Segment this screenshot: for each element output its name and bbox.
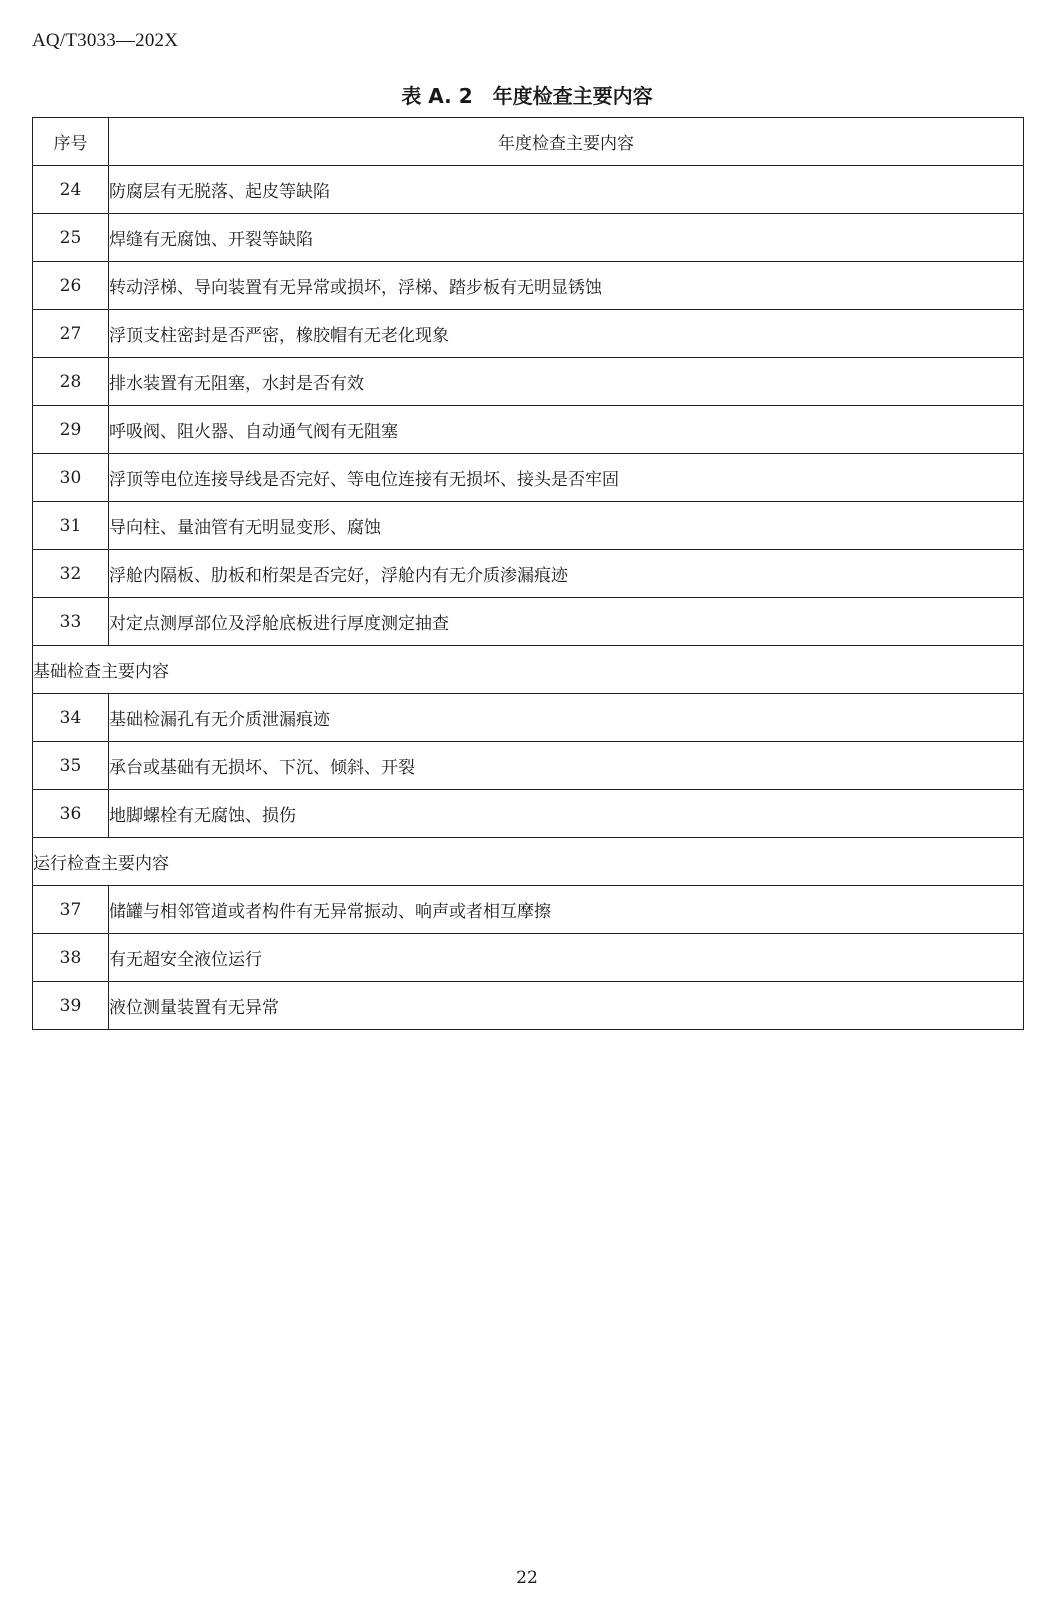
row-number: 36	[33, 790, 109, 838]
table-row	[33, 502, 1024, 550]
row-content: 浮舱内隔板、肋板和桁架是否完好，浮舱内有无介质渗漏痕迹	[109, 550, 1024, 598]
row-content: 呼吸阀、阻火器、自动通气阀有无阻塞	[109, 406, 1024, 454]
table-row	[33, 310, 1024, 358]
table-row	[33, 886, 1024, 934]
row-number: 27	[33, 310, 109, 358]
table-header-row	[33, 118, 1024, 166]
row-content: 防腐层有无脱落、起皮等缺陷	[109, 166, 1024, 214]
table-row	[33, 694, 1024, 742]
row-number: 29	[33, 406, 109, 454]
row-number: 26	[33, 262, 109, 310]
table-row	[33, 454, 1024, 502]
row-number: 25	[33, 214, 109, 262]
table-row	[33, 934, 1024, 982]
page-number: 22	[516, 1568, 538, 1588]
row-number: 34	[33, 694, 109, 742]
table-title: 表 A. 2 年度检查主要内容	[401, 84, 653, 108]
section-row-operation	[33, 838, 1024, 886]
row-content: 有无超安全液位运行	[109, 934, 1024, 982]
row-number: 37	[33, 886, 109, 934]
row-number: 31	[33, 502, 109, 550]
table-row	[33, 598, 1024, 646]
table-row	[33, 166, 1024, 214]
inspection-table	[32, 117, 1024, 1030]
row-content: 液位测量装置有无异常	[109, 982, 1024, 1030]
row-content: 基础检漏孔有无介质泄漏痕迹	[109, 694, 1024, 742]
table-row	[33, 214, 1024, 262]
table-row	[33, 790, 1024, 838]
row-content: 储罐与相邻管道或者构件有无异常振动、响声或者相互摩擦	[109, 886, 1024, 934]
column-header-number: 序号	[33, 118, 109, 166]
row-content: 转动浮梯、导向装置有无异常或损坏，浮梯、踏步板有无明显锈蚀	[109, 262, 1024, 310]
row-content: 浮顶等电位连接导线是否完好、等电位连接有无损坏、接头是否牢固	[109, 454, 1024, 502]
row-content: 排水装置有无阻塞，水封是否有效	[109, 358, 1024, 406]
row-content: 地脚螺栓有无腐蚀、损伤	[109, 790, 1024, 838]
row-number: 35	[33, 742, 109, 790]
row-content: 导向柱、量油管有无明显变形、腐蚀	[109, 502, 1024, 550]
table-row	[33, 406, 1024, 454]
table-row	[33, 262, 1024, 310]
row-content: 承台或基础有无损坏、下沉、倾斜、开裂	[109, 742, 1024, 790]
row-number: 33	[33, 598, 109, 646]
row-number: 38	[33, 934, 109, 982]
row-number: 32	[33, 550, 109, 598]
section-heading-foundation: 基础检查主要内容	[33, 646, 1024, 694]
row-number: 30	[33, 454, 109, 502]
row-number: 28	[33, 358, 109, 406]
table-row	[33, 550, 1024, 598]
row-content: 对定点测厚部位及浮舱底板进行厚度测定抽查	[109, 598, 1024, 646]
row-content: 浮顶支柱密封是否严密，橡胶帽有无老化现象	[109, 310, 1024, 358]
document-code: AQ/T3033—202X	[32, 30, 179, 51]
table-row	[33, 358, 1024, 406]
table-row	[33, 742, 1024, 790]
section-heading-operation: 运行检查主要内容	[33, 838, 1024, 886]
column-header-content: 年度检查主要内容	[109, 118, 1024, 166]
table-row	[33, 982, 1024, 1030]
row-number: 39	[33, 982, 109, 1030]
section-row-foundation	[33, 646, 1024, 694]
row-number: 24	[33, 166, 109, 214]
row-content: 焊缝有无腐蚀、开裂等缺陷	[109, 214, 1024, 262]
